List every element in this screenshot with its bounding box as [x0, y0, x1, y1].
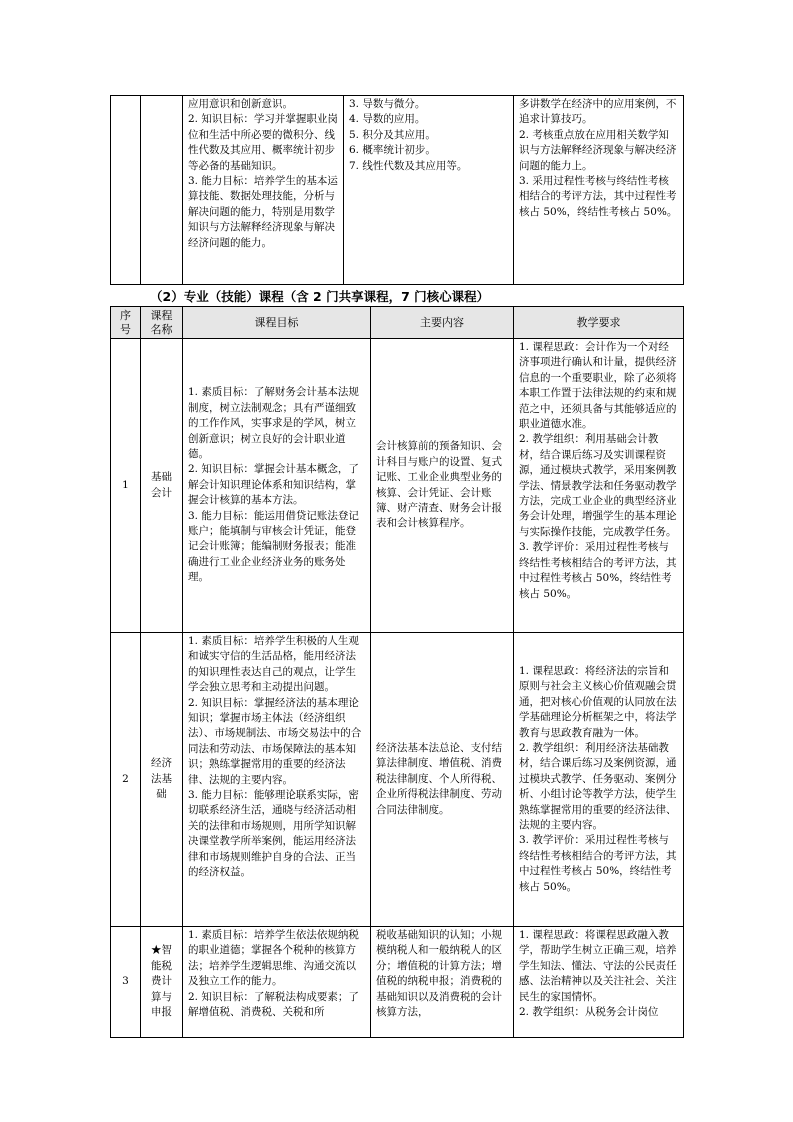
- table-header-row: [111, 307, 684, 339]
- teaching-requirements-cell: 1. 课程思政：会计作为一个对经济事项进行确认和计量，提供经济信息的一个重要职业，除了必须将本职工作置于法律法规的约束和规范之中，还须具备与其能够适应的职业道德水准。 2. 教学组织：利用基础会计教材，结合课后练习及实训课程资源，通过模块式教学，采用案例教学法、情景教学法和任务驱动教学方法，完成工业企业的典型经济业务会计处理，增强学生的基本理论与实际操作技能，完成教学任务。 3. 教学评价：采用过程性考核与终结性考核相结合的考评方法，其中过程性考核占 50%，终结性考核占 50%。: [514, 339, 684, 633]
- teaching-requirements-cell: 1. 课程思政：将课程思政融入教学，帮助学生树立正确三观，培养学生知法、懂法、守法的公民责任感、法治精神以及关注社会、关注民生的家国情怀。 2. 教学组织：从税务会计岗位: [514, 927, 684, 1038]
- header-name: 课程名称: [141, 307, 183, 339]
- teaching-requirements-cell: 多讲数学在经济中的应用案例，不追求计算技巧。 2. 考核重点放在应用相关数学知识与方法解释经济现象与解决经济问题的能力上。 3. 采用过程性考核与终结性考核相结合的考评方法，其中过程性考核占 50%，终结性考核占 50%。: [514, 96, 684, 285]
- section-title: （2）专业（技能）课程（含 2 门共享课程，7 门核心课程）: [150, 289, 490, 304]
- table-row: [111, 927, 684, 1038]
- header-seq: 序号: [111, 307, 141, 339]
- teaching-requirements-cell: 1. 课程思政：将经济法的宗旨和原则与社会主义核心价值观融会贯通，把对核心价值观的认同放在法学基础理论分析框架之中，将法学教育与思政教育融为一体。 2. 教学组织：利用经济法基础教材，结合课后练习及案例资源，通过模块式教学、任务驱动、案例分析、小组讨论等教学方法，使学生熟练掌握常用的重要的经济法律、法规的主要内容。 3. 教学评价：采用过程性考核与终结性考核相结合的考评方法，其中过程性考核占 50%，终结性考核占 50%。: [514, 633, 684, 927]
- course-table: [110, 306, 684, 1038]
- header-goals: 课程目标: [183, 307, 371, 339]
- course-name-cell: 经济法基础: [141, 633, 183, 927]
- main-content-cell: 经济法基本法总论、支付结算法律制度、增值税、消费税法律制度、个人所得税、企业所得税法律制度、劳动合同法律制度。: [371, 633, 514, 927]
- seq-cell: 2: [111, 633, 141, 927]
- main-content-cell: 税收基础知识的认知；小规模纳税人和一般纳税人的区分；增值税的计算方法；增值税的纳税申报；消费税的基础知识以及消费税的会计核算方法，: [371, 927, 514, 1038]
- main-content-cell: 3. 导数与微分。 4. 导数的应用。 5. 积分及其应用。 6. 概率统计初步。 7. 线性代数及其应用等。: [344, 96, 514, 285]
- header-content: 主要内容: [371, 307, 514, 339]
- header-requirements: 教学要求: [514, 307, 684, 339]
- table-row: [111, 633, 684, 927]
- main-content-cell: 会计核算前的预备知识、会计科目与账户的设置、复式记账、工业企业典型业务的核算、会计凭证、会计账簿、财产清查、财务会计报表和会计核算程序。: [371, 339, 514, 633]
- course-name-cell: 基础会计: [141, 339, 183, 633]
- seq-cell: [111, 96, 141, 285]
- seq-cell: 3: [111, 927, 141, 1038]
- seq-cell: 1: [111, 339, 141, 633]
- table-row: [111, 339, 684, 633]
- course-name-cell: [141, 96, 183, 285]
- course-goals-cell: 1. 素质目标：培养学生依法依规纳税的职业道德；掌握各个税种的核算方法；培养学生逻辑思维、沟通交流以及独立工作的能力。 2. 知识目标：了解税法构成要素；了解增值税、消费税、关税和所: [183, 927, 371, 1038]
- course-goals-cell: 1. 素质目标：培养学生积极的人生观和诚实守信的生活品格，能用经济法的知识理性表达自己的观点，让学生学会独立思考和主动提出问题。 2. 知识目标：掌握经济法的基本理论知识；掌握市场主体法（经济组织法）、市场规制法、市场交易法中的合同法和劳动法、市场保障法的基本知识；熟练掌握常用的重要的经济法律、法规的主要内容。 3. 能力目标：能够理论联系实际，密切联系经济生活，通晓与经济活动相关的法律和市场规则，用所学知识解决课堂教学所举案例，能运用经济法律和市场规则维护自身的合法、正当的经济权益。: [183, 633, 371, 927]
- table-row: [111, 96, 684, 285]
- course-goals-cell: 应用意识和创新意识。 2. 知识目标：学习并掌握职业岗位和生活中所必要的微积分、线性代数及其应用、概率统计初步等必备的基础知识。 3. 能力目标：培养学生的基本运算技能、数据处理技能，分析与解决问题的能力，特别是用数学知识与方法解释经济现象与解决经济问题的能力。: [183, 96, 344, 285]
- course-goals-cell: 1. 素质目标：了解财务会计基本法规制度，树立法制观念；具有严谨细致的工作作风，实事求是的学风，树立创新意识；树立良好的会计职业道德。 2. 知识目标：掌握会计基本概念，了解会计知识理论体系和知识结构，掌握会计核算的基本方法。 3. 能力目标：能运用借贷记账法登记账户；能填制与审核会计凭证，能登记会计账簿；能编制财务报表；能准确进行工业企业经济业务的账务处理。: [183, 339, 371, 633]
- course-name-cell: ★智能税费计算与申报: [141, 927, 183, 1038]
- table-continued: [110, 95, 684, 285]
